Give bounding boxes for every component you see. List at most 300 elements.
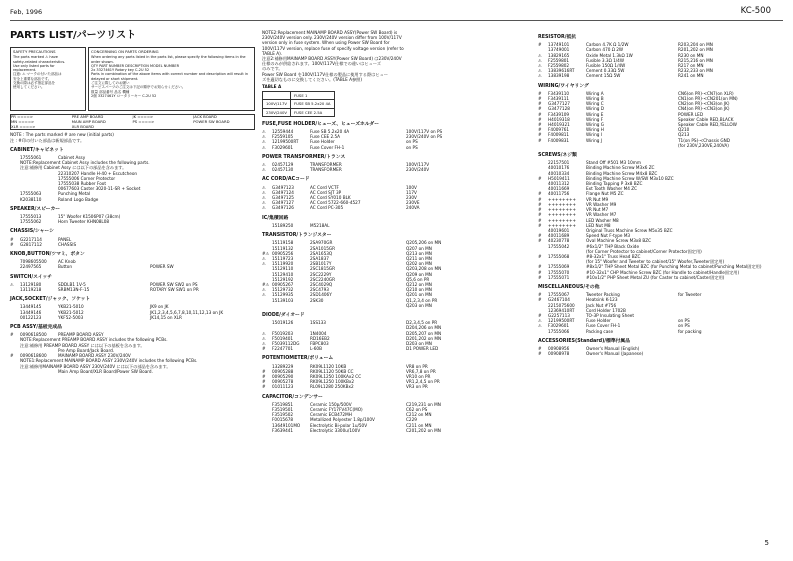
part-remark: CN6(on PR)-<CN7(on XLR) [678,90,734,96]
part-remark: D203 on MN [406,340,432,346]
part-number: 15129110 [272,266,294,272]
part-mark: # [538,191,542,197]
part-number: F3439110 [548,90,570,96]
part-description: Binding Machine Screw M4x8 BZC [586,170,658,176]
safety-line: The parts marked ⚠ have [13,55,58,60]
new-parts-note [10,132,255,142]
note2-line: 注意2:補修用MAINAMP BOARD ASSY(Power SW Board) は230V/240V [262,56,402,62]
part-number: 00905278 [272,379,294,385]
part-number: G2467104 [548,297,570,303]
part-description: Cement 15Ω 5W [586,73,621,79]
part-mark: ⚠ [262,144,266,150]
table-a-cell: 100V/117V [263,100,291,108]
part-number: F3519502 [272,412,294,418]
part-description: VR Washer M9 [586,201,617,207]
part-number: 2215075600 [548,302,575,308]
part-description: Wiring H [586,127,604,133]
note2-line: 230V/240V version only. 230V/240V version differ from 100V/117V [262,35,402,41]
part-number: 12199500RT [272,139,299,145]
ordering-title: CONCERNING ON PARTS ORDERING [91,49,159,54]
part-description: Wiring C [586,101,604,107]
note2-text [262,30,530,82]
part-mark: # [538,274,542,280]
part-description: YKB21-5010 [58,304,84,310]
abbr-name: PRE AMP BOARD [71,114,104,119]
part-description: AC Cord 5722-660-4527 [310,200,361,206]
table-a-cell [263,92,291,100]
part-description: 22310207 Handle H-40 + Escutcheon [58,170,138,176]
parts-list-right [538,35,786,356]
part-number: F2247701 [272,346,294,352]
part-mark [262,223,272,228]
ordering-box [88,47,255,111]
part-remark [150,369,255,374]
part-row [538,73,786,78]
part-description: Cord Holder 1702B [586,307,626,313]
part-row [538,143,786,148]
part-description: PREAMP BOARD ASSY [58,332,104,338]
part-mark [10,369,20,374]
part-description: Wiring A [586,90,604,96]
part-note: NOTE1:Replacement MAINAMP BOARD ASSY 230V/240V includes the following PCBs. [20,358,198,364]
part-description: RK09L1120 10KB [310,363,347,369]
part-remark: 240VA [406,205,420,211]
part-remark: Q210 on MN [406,287,432,293]
part-description: Wiring G [586,122,604,128]
section-heading: FUSE,FUSE HOLDER/ヒューズ、ヒューズホルダー [262,121,379,127]
part-number: 0090618600 [20,353,47,359]
part-description: Fusible 3.3Ω 1/4W [586,57,624,63]
part-remark: on PS [406,144,418,150]
part-remark [678,351,786,356]
part-mark: # [538,111,542,117]
section-heading: KNOB,BUTTON/ツマミ、ボタン [10,252,85,258]
note2-line: Power SW Board を100V/117V仕様の製品に使用する際はヒュー [262,71,388,77]
part-number: 17555071 [548,274,570,280]
part-remark: POWER SW [150,264,174,270]
part-description: Jack Nut #756 [586,302,617,308]
part-row [10,287,255,292]
part-number: F5019203 [272,330,294,336]
part-number: ++++++++ [548,196,577,202]
section-heading: JACK,SOCKET/ジャック、ソケット [10,297,91,303]
part-number: F3519851 [272,401,294,407]
part-remark: T1(on PS)-<Chassis GND [678,137,731,143]
part-remark: Q207 on MN [406,245,432,251]
part-description: Original Truss Machine Screw M5x35 BZC [586,227,673,233]
section-heading: CAPACITOR/コンデンサー [262,394,323,400]
section-heading: IC/集積回路 [262,215,289,221]
part-description: Flange Nut M5 ZC [586,191,624,197]
part-remark: VR3 on PR [406,384,428,390]
part-remark: JK14,15 on XLR [150,314,182,320]
part-description [586,143,678,148]
part-mark: ⚠ [538,318,542,324]
part-description: Tweeter Packing [586,292,620,298]
part-mark: # [538,264,542,270]
part-description: Button [58,264,73,270]
part-mark: ⚠ [538,323,542,329]
part-number: F2559105 [272,134,294,140]
note2-line: のみです。 [262,66,283,72]
note-line: NOTE : The parts marked # are new (initial parts) [10,132,114,138]
page-number: 5 [764,539,769,547]
part-number: 15119158 [272,240,294,246]
safety-text [13,55,83,89]
part-remark: 117V [406,189,417,195]
part-description: Horn Tweeter KHN08L08 [58,219,110,225]
abbr-code: PR ====> [11,114,34,119]
part-remark: C211 on MN [406,422,432,428]
part-number: 15019126 [272,320,294,326]
part-remark: D201,202 on MN [406,335,442,341]
part-number: 12559444 [272,129,294,135]
part-remark: Q213 on MN [406,250,432,256]
table-a-row [263,108,335,116]
part-remark: 100V/117V on PS [406,129,443,135]
table-a-row [263,100,335,108]
part-number: 17555068 [548,253,570,259]
part-description: Roland Logo Badge [58,196,99,202]
part-note: NOTE:Replacement Cabinet Assy includes the following parts. [20,160,150,166]
part-description: #10x1/2" PHP Sheet Metal ZU (for Caster to cabinet/Caster固定用) [586,274,725,280]
safety-title: SAFETY PRECAUTIONS [13,49,56,54]
part-description: Cabinet Assy [58,155,86,160]
part-remark: VR6,7,8 on PR [406,368,436,374]
part-description: SDDLB1 1V-5 [58,281,86,287]
part-number: F4009811 [548,132,570,138]
part-mark: ⚠ [262,287,266,293]
part-row [538,329,786,334]
part-mark: # [538,96,542,102]
part-remark: (for 230V,230VE,240VA) [678,142,729,148]
note2-line: 100V/117V version, replace fuse of specify voltage version (refer to [262,45,404,51]
part-number: 12199500RT [548,318,575,324]
part-remark [406,223,530,228]
part-note: 注意:補修用 Cabinet Assy には以下の部品を含みます。 [20,165,127,171]
part-number: G2257113 [548,312,570,318]
part-note: NOTE:Replacement PREAMP BOARD ASSY includes the following PCBs. [20,337,168,343]
abbr-code [133,125,194,130]
part-number: 17555013 [20,214,42,220]
part-description: Fusible 150Ω 1/4W [586,63,626,69]
section-heading: SCREWS/ネジ類 [538,153,577,159]
part-description: Carbon 470 Ω 2W [586,47,624,53]
page-title: PARTS LIST/パーツリスト [10,30,137,41]
header-date: Feb, 1996 [10,8,43,16]
part-number: 17555062 [20,219,42,225]
part-description: VR Washer M7 [586,212,617,218]
part-remark: for Tweeter [678,292,702,298]
part-description: AC Knob [58,259,76,265]
part-description: 2SC1815GR [310,266,336,272]
part-row [262,167,530,172]
part-description: Electrolytic 3300u/100V [310,427,361,433]
abbr-name [193,125,254,130]
part-remark [150,155,255,160]
part-mark: ⚠ [262,195,266,201]
part-description: Ceramic FY17FV47C(MO) [310,406,363,412]
column-middle [262,30,530,433]
part-mark: ⚠ [262,129,266,135]
part-mark [262,303,272,308]
part-description: VR Nut M7 [586,207,609,213]
part-number: 15129732 [272,287,294,293]
part-row [262,223,530,228]
part-mark: # [538,201,542,207]
part-number: G3497123 [272,184,294,190]
part-remark: C201,202 on MN [406,427,441,433]
part-mark: ⚠ [262,184,266,190]
section-heading: SPEAKER/スピーカー [10,206,61,212]
part-description: CHASSIS [58,241,77,247]
part-row [10,219,255,224]
part-number: G3497126 [272,205,294,211]
ordering-line: When ordering any parts listed in the parts list, please specify the following items in the order shown. [91,55,246,64]
part-description: Metallized Polyester 1.8p/100V [310,417,375,423]
part-number: 15129410 [272,271,294,277]
part-description: Pre Amp Board/Jack Board. [58,347,115,353]
part-remark: ROTARY SW SW1 on PR [150,287,199,293]
part-number: 00122123 [20,314,42,320]
part-remark: on PS [406,139,418,145]
part-number: 12369410RT [548,307,575,313]
part-mark: ⚠ [262,139,266,145]
part-remark: Q213 [678,132,690,138]
part-remark: D204,206 on MN [406,325,442,331]
part-description: 17555038 Rubber Foot [58,181,106,187]
abbr-code: PS ====> [132,118,155,124]
part-description: 2SK30 [310,297,324,303]
part-mark: # [262,384,266,390]
part-description: 2SD1406Y [310,292,332,298]
part-number: 40011756 [548,191,570,197]
part-description: Fuse Cover FH-1 [310,144,345,150]
part-number: 15119132 [272,245,294,251]
part-mark: #⚠ [262,281,270,287]
safety-line: replacement. [13,68,37,73]
part-number: K2038110 [20,196,42,202]
part-mark: ⚠ [262,261,266,267]
part-description: RD16EB2 [310,335,330,341]
part-number: 00908956 [548,345,570,351]
part-mark: # [538,217,542,223]
part-row [10,242,255,247]
part-description: Binding Machine Screw W/SW M3x10 BZC [586,175,674,181]
part-number: 13839616RT [548,68,575,74]
part-number: G3477127 [548,101,570,107]
part-mark: # [538,212,542,218]
part-mark: ⚠ [538,57,542,63]
part-remark: R217 on MN [678,63,704,69]
part-row [262,428,530,433]
section-heading: TRANSISTOR/トランジスター [262,233,332,239]
part-remark [150,242,255,247]
part-description: Fuse SB 5.2x20 4A [310,129,350,135]
part-remark: R215,216 on MN [678,57,713,63]
part-number: F3029601 [272,144,294,150]
part-mark: # [538,175,542,181]
part-description: Ext Tooth Washer M4 ZC [586,186,637,192]
part-description: AC Cord PC-305 [310,205,344,211]
part-mark: ⚠ [262,134,266,140]
part-number: 00905256 [272,250,294,256]
part-description: RK09L1250 100KBx2 [310,379,355,385]
part-remark: Q210 [678,127,690,133]
part-mark: # [538,196,542,202]
part-description: YKF52-5003 [58,314,84,320]
part-mark [10,264,20,269]
part-remark: C212 on MN [406,412,432,418]
part-description: MAINAMP BOARD ASSY 230V/240V [58,353,131,359]
part-mark [10,219,20,224]
fuse-table-a [262,91,335,117]
part-description: (for Corner Protector to cabinet/Corner Protector固定用) [586,248,702,254]
part-remark: 230V/240V [406,167,430,173]
table-a-cell: FUSE CEE 2.5A [290,108,334,116]
part-number: 15119723 [272,255,294,261]
table-a-title: TABLE A [262,84,282,90]
ordering-line: Parts in combination of the above items with correct number and description will result in delayed or short shipment. [91,72,249,81]
part-number: F5039112DG [272,340,300,346]
part-number: 15119920 [272,261,294,267]
part-remark: D2,3,4,5 on PR [406,320,438,326]
part-description: Owner's Manual (Japanese) [586,351,644,357]
safety-line: 使用してください。 [13,85,45,90]
note2-line: NOTE2:Replacement MAINAMP BOARD ASSY(Power SW Board) is [262,30,398,35]
part-number: 00908978 [548,351,570,357]
part-mark: # [10,241,14,247]
part-remark: 230V/240V on PS [406,134,443,140]
part-number: 17555042 [548,243,570,249]
part-description: 2SC4793 [310,287,329,293]
part-mark: # [538,101,542,107]
part-description: Wiring F [586,116,604,122]
part-remark: R201,202 on MN [678,47,713,53]
part-number: 13119218 [20,287,42,293]
section-heading: ACCESSORIES(Standard)/標準付属品 [538,338,631,344]
part-number: 13829165 [548,52,570,58]
part-mark: # [538,137,542,143]
part-number: 40230778 [548,238,570,244]
part-description: AC Cord VCTF [310,184,339,190]
part-remark: JK9 on JK [150,304,169,310]
part-number [20,369,58,374]
part-row [538,275,786,280]
part-description: 2SA1837 [310,255,329,261]
part-mark: # [538,42,542,48]
part-number: 17555070 [548,269,570,275]
section-heading: DIODE/ダイオード [262,312,305,318]
part-remark: 230VE [406,200,420,206]
part-mark: # [538,116,542,122]
part-description: Binding Machine Screw M3x6 ZC [586,165,655,171]
part-row [10,264,255,269]
section-heading: CHASSIS/シャーシ [10,229,54,235]
part-description: 00677603 Caster 3020-11-SR + Socket [58,186,141,192]
part-number: G3477128 [548,106,570,112]
part-mark: ⚠ [262,189,266,195]
part-description: 2SC2240GR [310,276,336,282]
safety-line: 注意: ⚠ マークの付いた部品は [13,72,62,77]
part-description: Ceramic ECB472MH [310,412,352,418]
part-note: 注意:補修用 PREAMP BOARD ASSY には以下の基板を含みます。 [20,342,145,348]
part-number: F2559802 [548,63,570,69]
part-description: 2SC4029Q [310,281,333,287]
part-number: F3519501 [272,406,294,412]
part-description: RK09L1250 100KAx2 CC [310,373,362,379]
part-mark: # [538,90,542,96]
part-mark: # [538,233,542,239]
part-remark: R232,233 on MN [678,68,713,74]
abbr-name: MAIN AMP BOARD [71,118,106,124]
part-description: #8x1/2" THP Sheet Metal BZC (for Punching Metal to cabinet/Punching Metal固定用) [586,264,762,270]
part-description: TO-3P Insulating Sheet [586,312,635,318]
part-remark: D205,207 on MN [406,330,442,336]
part-number: F5019401 [272,335,294,341]
safety-line: 安全上重要な部品です。 [13,76,52,81]
part-description: YKB21-5012 [58,309,84,315]
part-mark [538,143,548,148]
part-remark: R230 on MN [678,52,704,58]
note2-line: version only in fuse system. When using Power SW Board for [262,40,390,46]
part-description: 2SA1653Q [310,250,333,256]
part-mark: # [538,345,542,351]
abbr-code: XLR ====> [11,123,36,129]
parts-list-middle [262,122,530,433]
part-row [10,197,255,202]
part-description: Ceramic 150p/500V [310,401,352,407]
part-description: TRANSFORMER [310,167,342,173]
part-description: Wiring B [586,96,604,102]
note-line: 注 : #印の付いた部品は新規部品です。 [10,137,85,143]
part-description: 2SB1017Y [310,261,332,267]
part-mark: # [262,373,266,379]
part-description: Wiring I [586,132,602,138]
part-number: 00905290 [272,373,294,379]
part-number: 0090618500 [20,332,47,338]
part-number: 15139103 [272,297,294,303]
part-remark: CN4(on PR)-<CN3(on JK) [678,106,730,112]
part-number: 13839198 [548,73,570,79]
part-description: Binding Tapping P 3x8 BZC [586,181,643,187]
part-number: 15129192 [272,276,294,282]
part-number: 00905288 [272,368,294,374]
part-number: ++++++++ [548,217,577,223]
part-remark: Q211 on MN [406,255,432,261]
part-remark: CN1(on PR)-<CN201(on MN) [678,96,738,102]
part-mark: ⚠ [262,200,266,206]
part-remark: D1 POWER LED [406,346,439,352]
ordering-line: QTY PART NUMBER DESCRIPTION MODEL NUMBER [91,63,179,68]
part-mark: # [262,368,266,374]
part-number: 13649101MO [272,422,301,428]
part-number: 40011689 [548,233,570,239]
abbr-name: POWER SW BOARD [193,118,230,124]
section-heading: WIRING/ワイヤリング [538,83,589,89]
part-mark: #⚠ [262,250,270,256]
abbr-name: JACK BOARD [193,114,217,119]
note2-line: ズを適切なものに交換してください。(TABLE A参照) [262,76,362,82]
part-number: 40011669 [548,186,570,192]
part-mark: ⚠ [262,330,266,336]
part-mark: # [538,132,542,138]
part-mark: ⚠ [538,52,542,58]
part-description: 2SA1015GR [310,245,336,251]
part-number: ++++++++ [548,201,577,207]
part-description: L-60B [310,346,322,352]
part-description: #10-32x1" CHP Machine Screw BZC (for Handle to cabinet/Handle固定用) [586,269,740,275]
